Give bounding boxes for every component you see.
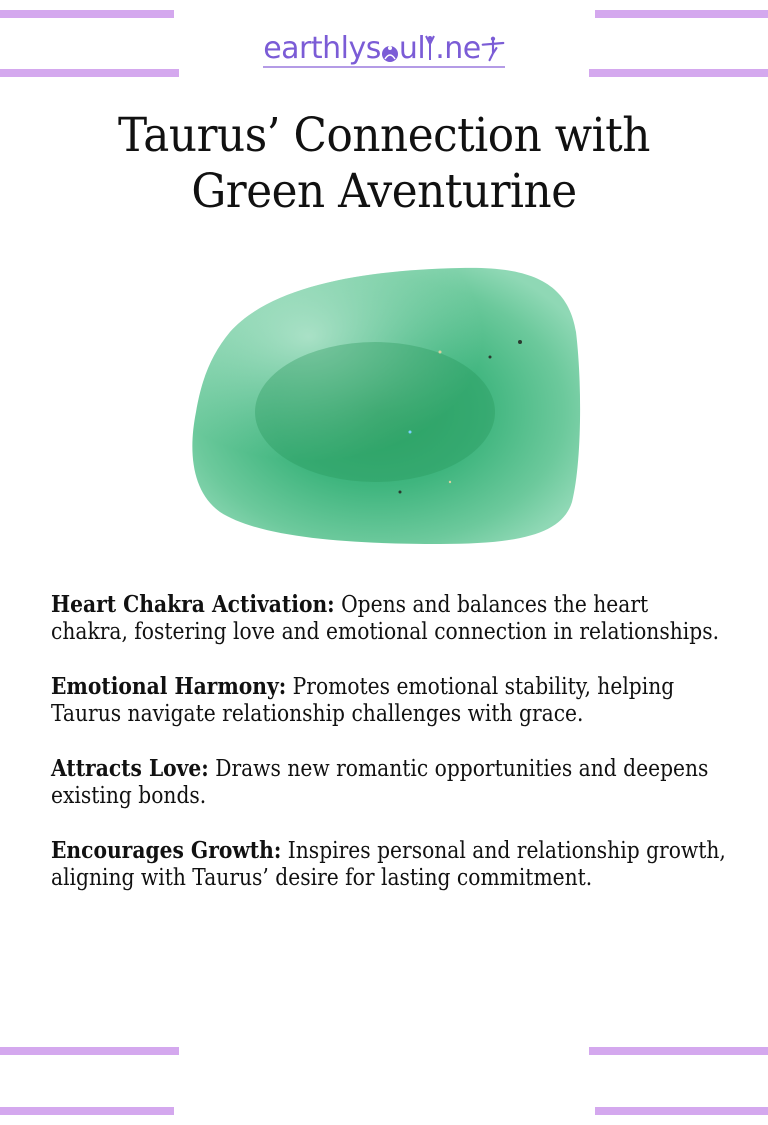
logo-wordmark <box>263 32 505 68</box>
meditation-figure-icon <box>381 32 399 66</box>
decorative-bar-bottom-right-1 <box>589 1047 768 1055</box>
logo-text-part: earthlys <box>263 31 381 66</box>
benefit-heading: Emotional Harmony: <box>51 673 287 700</box>
benefit-heading: Attracts Love: <box>51 755 209 782</box>
decorative-bar-top-right-1 <box>595 10 768 18</box>
benefit-item <box>51 755 727 810</box>
decorative-bar-bottom-left-1 <box>0 1047 179 1055</box>
benefit-item <box>51 591 727 646</box>
decorative-bar-top-left-2 <box>0 69 179 77</box>
title-line-2: Green Aventurine <box>191 164 577 219</box>
benefit-item <box>51 673 727 728</box>
benefit-text: Draws new romantic opportunities and deepens existing bonds. <box>51 756 709 809</box>
decorative-bar-top-right-2 <box>589 69 768 77</box>
gemstone-image <box>190 262 582 546</box>
benefits-list <box>51 591 731 919</box>
logo-text-part: .ne <box>435 31 481 66</box>
benefit-text: Opens and balances the heart chakra, fostering love and emotional connection in relationships. <box>51 592 720 645</box>
benefit-text: Promotes emotional stability, helping Taurus navigate relationship challenges with grace. <box>51 674 675 727</box>
benefit-heading: Heart Chakra Activation: <box>51 591 335 618</box>
decorative-bar-bottom-left-2 <box>0 1107 174 1115</box>
page-title <box>27 108 741 220</box>
site-logo[interactable] <box>253 24 515 68</box>
decorative-bar-bottom-right-2 <box>595 1107 768 1115</box>
benefit-item <box>51 837 727 892</box>
benefit-heading: Encourages Growth: <box>51 837 282 864</box>
dancer-figure-icon <box>481 32 505 66</box>
benefit-text: Inspires personal and relationship growth, aligning with Taurus’ desire for lasting commitment. <box>51 838 726 891</box>
logo-text-part: ul <box>398 31 426 66</box>
yoga-pose-icon <box>425 32 435 66</box>
decorative-bar-top-left-1 <box>0 10 174 18</box>
title-line-1: Taurus’ Connection with <box>118 108 650 163</box>
